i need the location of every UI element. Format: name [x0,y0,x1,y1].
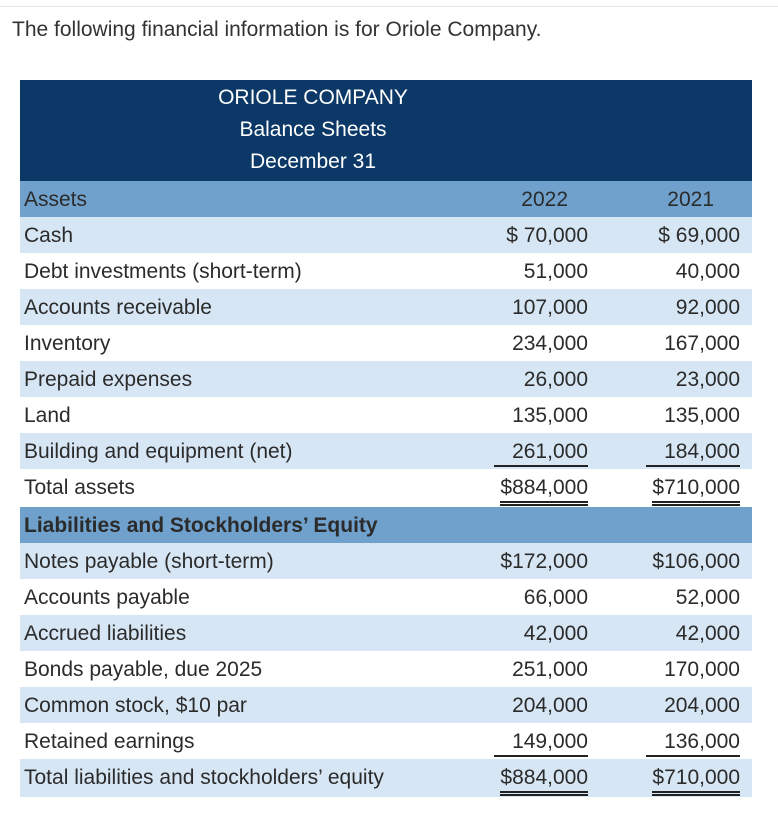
row-label: Debt investments (short-term) [24,260,302,283]
table-row [20,615,752,651]
value-2022: 42,000 [523,622,588,645]
value-2022: 204,000 [512,694,588,717]
row-label: Accounts payable [24,586,190,609]
value-2022: 149,000 [494,730,588,757]
row-label: Notes payable (short-term) [24,550,274,573]
table-row [20,217,752,253]
row-label: Cash [24,224,74,247]
value-2021: 52,000 [675,586,740,609]
value-2021: 40,000 [675,260,740,283]
value-2021: $106,000 [652,550,740,573]
statement-title: Balance Sheets [239,118,387,141]
value-2022: 261,000 [494,440,588,467]
year-2022: 2022 [521,188,568,211]
assets-header-row [20,181,752,217]
value-2021: 23,000 [675,368,740,391]
row-label: Accrued liabilities [24,622,187,645]
table-row [20,433,752,469]
value-2021: 42,000 [675,622,740,645]
total-liabilities-row [20,759,752,797]
row-label: Building and equipment (net) [24,440,293,463]
table-row [20,543,752,579]
row-label: Bonds payable, due 2025 [24,658,263,681]
value-2022: $884,000 [500,766,588,796]
value-2022: 234,000 [512,332,588,355]
value-2021: 167,000 [664,332,740,355]
value-2021: 204,000 [664,694,740,717]
table-row [20,325,752,361]
table-row [20,687,752,723]
table-row [20,361,752,397]
table-row [20,397,752,433]
value-2021: 170,000 [664,658,740,681]
value-2022: $884,000 [500,476,588,506]
value-2022: 251,000 [512,658,588,681]
top-divider [0,6,778,7]
table-row [20,723,752,759]
value-2022: 66,000 [523,586,588,609]
value-2021: $710,000 [652,476,740,506]
value-2022: $ 70,000 [506,224,588,247]
row-label: Inventory [24,332,111,355]
table-row [20,289,752,325]
balance-sheet-table [20,80,752,797]
value-2021: $710,000 [652,766,740,796]
intro-text: The following financial information is for Oriole Company. [12,18,542,41]
value-2021: $ 69,000 [658,224,740,247]
value-2022: 51,000 [523,260,588,283]
table-row [20,253,752,289]
liabilities-header-row [20,507,752,543]
liabilities-heading: Liabilities and Stockholders’ Equity [24,514,378,537]
value-2021: 135,000 [664,404,740,427]
row-label: Total assets [24,476,135,499]
assets-heading: Assets [24,188,88,211]
row-label: Total liabilities and stockholders’ equity [24,766,384,789]
row-label: Retained earnings [24,730,195,753]
statement-header [20,80,752,181]
table-row [20,651,752,687]
statement-date: December 31 [249,150,377,173]
company-name: ORIOLE COMPANY [218,86,408,109]
value-2022: 26,000 [523,368,588,391]
row-label: Prepaid expenses [24,368,193,391]
year-2021: 2021 [667,188,714,211]
row-label: Accounts receivable [24,296,212,319]
row-label: Common stock, $10 par [24,694,247,717]
value-2022: 135,000 [512,404,588,427]
value-2022: 107,000 [512,296,588,319]
row-label: Land [24,404,71,427]
table-row [20,579,752,615]
value-2021: 92,000 [675,296,740,319]
total-assets-row [20,469,752,507]
value-2022: $172,000 [500,550,588,573]
value-2021: 136,000 [646,730,740,757]
value-2021: 184,000 [646,440,740,467]
